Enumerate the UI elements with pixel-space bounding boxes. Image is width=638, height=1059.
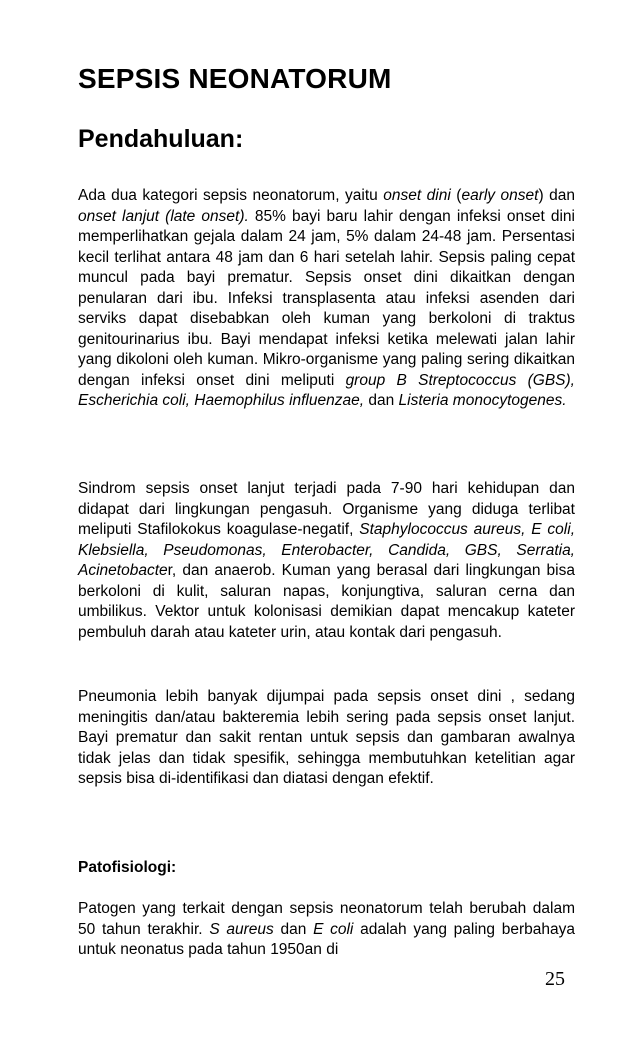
italic-run: onset dini: [383, 187, 451, 204]
text-run: Pneumonia lebih banyak dijumpai pada sepsis onset dini , sedang meningitis dan/atau bakteremia lebih sering pada sepsis onset lanjut. Bayi prematur dan sakit rentan untuk sepsis dan gambaran awalnya tidak jelas dan tidak spesifik, sehingga membutuhkan ketelitian agar sepsis bisa di-identifikasi dan diatasi dengan efektif.: [78, 688, 575, 787]
text-run: (: [450, 187, 462, 204]
text-run: Ada dua kategori sepsis neonatorum, yaitu: [78, 187, 384, 204]
text-run: Patogen yang terkait dengan sepsis neonatorum telah berubah dalam 50 tahun terakhir.: [78, 900, 575, 938]
italic-run: Staphylococcus aureus, E coli, Klebsiella, Pseudomonas, Enterobacter, Candida, GBS, Serratia, Acinetobacte: [78, 521, 575, 579]
paragraph-1: [78, 186, 575, 412]
italic-run: group B Streptococcus (GBS), Escherichia coli, Haemophilus influenzae,: [78, 371, 575, 409]
document-title: SEPSIS NEONATORUM: [78, 63, 392, 94]
paragraph-3: [78, 687, 575, 790]
paragraph-2: [78, 479, 575, 643]
text-run: dan: [364, 392, 399, 409]
italic-run: onset lanjut (late onset).: [78, 207, 249, 225]
italic-run: early onset: [461, 187, 539, 204]
paragraph-4: [78, 899, 575, 961]
text-run: Sindrom sepsis onset lanjut terjadi pada 7-90 hari kehidupan dan didapat dari lingkungan pengasuh. Organisme yang diduga terlibat meliputi Stafilokokus koagulase-negatif,: [78, 480, 575, 538]
text-run: dan: [273, 920, 314, 938]
page-number: 25: [545, 968, 565, 990]
text-run: ) dan: [538, 187, 575, 204]
text-run: adalah yang paling berbahaya untuk neonatus pada tahun 1950an di: [78, 920, 575, 958]
italic-run: Listeria monocytogenes.: [398, 392, 567, 409]
text-run: 85% bayi baru lahir dengan infeksi onset dini memperlihatkan gejala dalam 24 jam, 5% dalam 24-48 jam. Persentasi kecil terlihat antara 48 jam dan 6 hari setelah lahir. Sepsis paling cepat muncul pada bayi prematur. Sepsis onset dini dikaitkan dengan penularan dari ibu. Infeksi transplasenta atau infeksi asenden dari serviks dapat disebabkan oleh kuman yang berkoloni di traktus genitourinarius ibu. Bayi mendapat infeksi ketika melewati jalan lahir yang dikoloni oleh kuman. Mikro-organisme yang paling sering dikaitkan dengan infeksi onset dini meliputi: [78, 207, 575, 389]
italic-run: E coli: [313, 920, 354, 938]
italic-run: S aureus: [209, 920, 274, 938]
text-run: r, dan anaerob. Kuman yang berasal dari lingkungan bisa berkoloni di kulit, saluran napas, konjungtiva, saluran cerna dan umbilikus. Vektor untuk kolonisasi demikian dapat mencakup kateter pembuluh darah atau kateter urin, atau kontak dari pengasuh.: [78, 562, 575, 641]
subheading-patofisiologi: Patofisiologi:: [78, 859, 177, 876]
section-heading: Pendahuluan:: [78, 125, 244, 153]
